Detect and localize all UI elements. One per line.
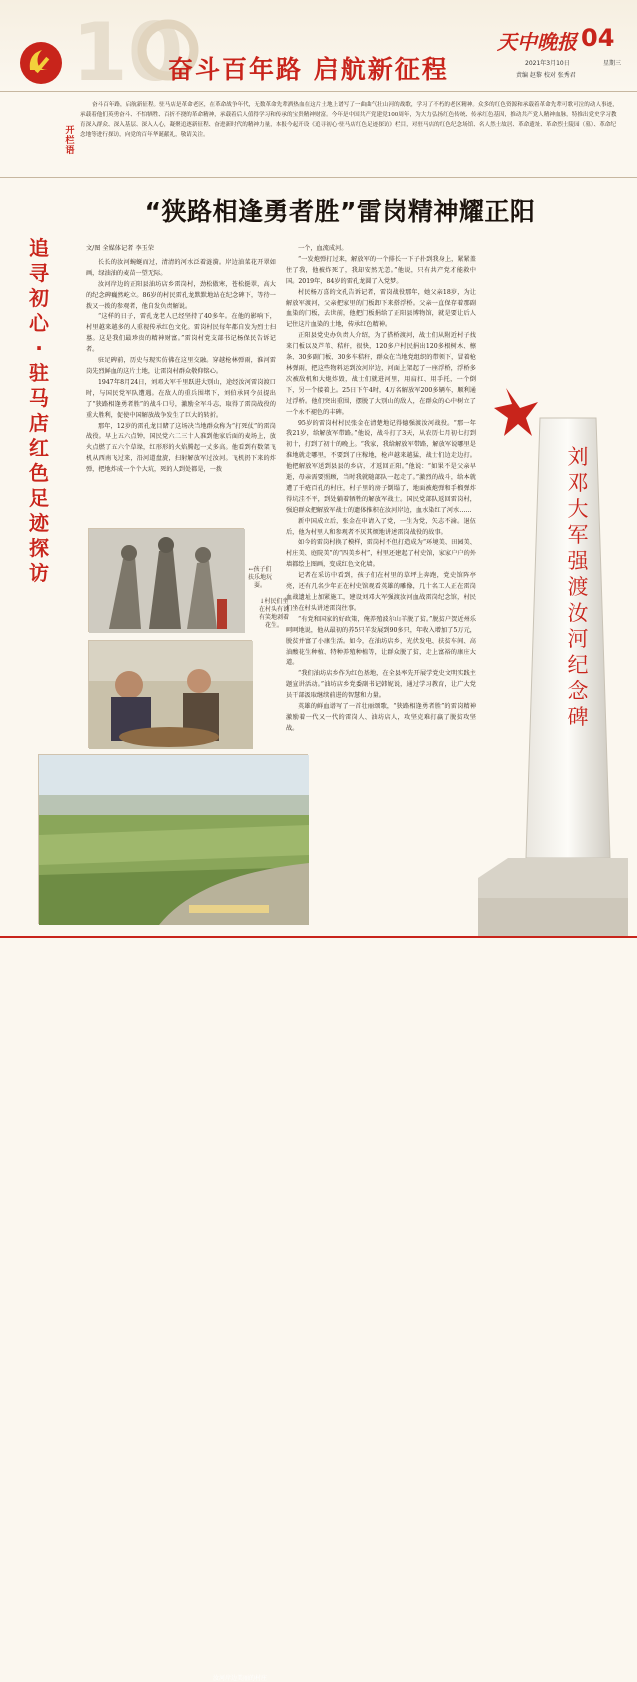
- paragraph: 记者在采访中看到，孩子们在村里的草坪上奔跑，党史馆阵亭亮，还有几名少年正在村史馆观看英雄的雕像，几十名工人正在雷岗血战遗址上加紧施工，建设刘邓大军强渡汝河血战雷岗纪念馆，村民们坐在村头讲述雷岗往事。: [286, 572, 476, 612]
- intro-text: 奋斗百年路，启航新征程。驻马店是革命老区，在革命战争年代，无数革命先辈洒热血在这片土地上谱写了一曲曲气壮山河的战歌，学习了不朽的老区精神。众多的红色资源和承载着革命先辈可歌可泣的动人事迹，承载着他们英勇奋斗、不怕牺牲、百折不挠的革命精神，承载着后人值得学习和传承的宝贵精神财富。今年是中国共产党建党100周年，为大力弘扬红色传统、传承红色基因，推动共产党人精神血脉，特推出党史学习教育深入群众、深入基层、深入人心，凝聚追逐新征程、奋进新时代的精神力量，本报今起开设《追寻初心·驻马店红色足迹探访》栏目，对驻马店的红色纪念场馆、名人然士故居、革命遗址、革命烈士陵园（墓）、革命纪念地等进行探访，向党的百年华诞献礼，敬请关注。: [80, 102, 618, 138]
- page-number: 04: [581, 24, 615, 52]
- svg-text:10: 10: [72, 6, 184, 99]
- paragraph: “有党和国家的好政策，俺养殖波尔山羊脱了贫。”脱贫户贺近州乐呵呵地说，他从最初的养5只羊发展到90多只，年收入增加了5万元，脱贫并富了小康生活。如今，在油坊店乡，光伏发电、扶贫车间、高油酸花生种植、特种养殖种植等，让群众脱了贫，走上富裕的康庄大道。: [286, 615, 476, 667]
- paragraph: 村民杨万喜的文孔告诉记者，雷岗战役那年，她父亲18岁，为让解放军渡河，父亲把家里的门板卸下来搭浮桥。父亲一直保存着那副血染的门板，去世前，他把门板捐给了正阳县博物馆，就是要让后人记住这片血染的土地，传承红色精神。: [286, 288, 476, 329]
- paragraph: 正阳县党史办负责人介绍，为了搭桥渡河，战士们从附近村子找来门板以及芦苇、秸秆，很快，120多户村民捐出120多根树木、檩条、30多副门板、30多车秸秆，群众在当地党组织的带领下，冒着枪林弹雨，把这些物料运到汝河岸边，河面上架起了一座浮桥，浮桥多次被敌机和大炮炸毁，战士们就进河里，用肩扛、用手托，一个倒下，另一个接着上。25日下午4时，4万名解放军200多辆车，顺利通过浮桥。他们突出重围，摆脱了大别山的敌人，在群众的心中树立了一个永不褪色的丰碑。: [286, 332, 476, 416]
- paragraph: “我们油坊店乡作为红色基地，在全县率先开展学党史文明实践主题宣讲活动。”油坊店乡党委副书记韩妮说，通过学习教育，让广大党员干部汲取继续前进的智慧和力量。: [286, 670, 476, 700]
- column-series-title: 追寻初心·驻马店红色足迹探访: [29, 236, 49, 585]
- issue-date: 2021年3月10日: [525, 60, 570, 67]
- caption-village: 汝河岸边美丽的村庄: [213, 1675, 268, 1682]
- paragraph: 一个，血流成河。: [298, 245, 348, 252]
- paragraph: 英雄的鲜血谱写了一首壮丽颂歌，“狭路相逢勇者胜”的雷岗精神激励着一代又一代的雷岗人、油坊店人，攻坚克难打赢了脱贫攻坚战。: [286, 703, 476, 732]
- paragraph: “这样的日子，雷孔龙老人已经坚持了40多年。在他的影响下，村里越来越多的人重视传承红色文化。雷岗村民每年都自发为烈士扫墓。这是我们最珍贵的精神财富。”雷岗村党支部书记杨保民告诉记者。: [86, 313, 276, 354]
- paragraph: 1947年8月24日，刘邓大军千里跃进大别山，途经汝河雷岗渡口时，与国民党军队遭遇。在敌人的重兵围堵下，刘伯承同令员提出了“狭路相逢勇者胜”的战斗口号，激励全军斗志，取得了雷岗战役的重大胜利，促使中国解放战争发生了巨大的转折。: [86, 378, 276, 419]
- footer-rule: [0, 936, 637, 938]
- byline: 文/图 全媒体记者 李玉荣: [86, 245, 154, 252]
- monument-inscription: 刘邓大军强渡汝河纪念碑: [567, 445, 589, 729]
- issue-weekday: 星期三: [603, 60, 622, 67]
- article-column-1: [86, 244, 276, 476]
- paragraph: 驻足碑前，历史与现实仿佛在这里交融。穿越枪林弹雨，淮河雷岗先烈鲜血的这片土地，让雷岗村群众敬仰铭心。: [86, 357, 276, 375]
- paragraph: 那年，12岁的雷孔龙目睹了这场决当地群众称为“打死仗”的雷岗战役。早上五六点钟，国民党六二三十人准到他家后面的麦场上，放火点燃了五六个草垛，红形形的火焰腾起一丈多高。他看到有数架飞机从西南飞过来，沿河道盘旋，扫射解放军过汝河。飞机扔下来的炸弹，把地炸成一个个大坑，死的人到处都是，一拨: [86, 422, 276, 474]
- column-intro: [0, 96, 637, 178]
- page-slogan: 奋斗百年路 启航新征程: [168, 55, 449, 84]
- paragraph: 新中国成立后，张金在申请入了党，一生为党，矢志不渝。退伍后，他为村里人和参观者不厌其烦地讲述雷岗战役的故事。: [286, 517, 476, 536]
- newspaper-brand: 天中晚报: [497, 30, 577, 54]
- paragraph: 长长的汝河蜿蜒而过，清清的河水泛着涟漪。岸边油菜花开翠如画，绿油油的麦苗一望无际。: [86, 258, 276, 277]
- photo-villagers-peanuts: [88, 640, 252, 748]
- paragraph: 如今的雷岗村换了模样，雷岗村不但打造成为“环境美、田园美、村庄美、庭院美”的“四美乡村”，村里还建起了村史馆，家家户户的外墙都绘上图画，变成红色文化墙。: [286, 539, 476, 569]
- paragraph: “一发炮弹打过来，解放军的一个排长一下子扑到我身上，紧紧盖住了我，他被炸死了，我却安然无恙。”他说，只有共产党才能救中国。2019年，84岁的雷孔龙圆了入党梦。: [286, 255, 476, 285]
- caption-villagers: ↓村民们坐在村头有说有笑地剥着花生。: [258, 598, 289, 629]
- article-headline: “狭路相逢勇者胜”雷岗精神耀正阳: [144, 197, 536, 226]
- masthead: [0, 0, 637, 99]
- editor-credits: 责编 赵黎 校对 张秀君: [516, 72, 576, 79]
- paragraph: 95岁的雷岗村村民张金在清楚地记得德强渡汝河战役。“那一年我21岁，给解放军带路。”他说，战斗打了3天，从农历七月初七打到初十，打到了初十的晚上。“我家，我给解放军带路，解放军说哪里是淮地就走哪里，不要到了庄稼地，枪声越来越猛，战士们边走边打。他把解放军送到县县的乡店，才返回正阳。”他说：“如果不是父亲早逝，母亲需要照顾，当时我就随部队一起走了。”激烈的战斗，给本就遭了千疮百孔的村庄，村子里的房子倒塌了，地面被炮弹和手榴弹炸得坑洼不平，到处躺着牺牲的解放军战士。国民党部队返回雷岗村，强迫群众把解放军战士的遗体推积在汝河岸边，血水染红了河水……: [286, 419, 476, 514]
- party-emblem-icon: [18, 40, 64, 86]
- photo-statue-children: [88, 528, 244, 632]
- caption-statue: ←孩子们扶乐地玩耍。: [247, 566, 272, 589]
- article-column-2: [286, 244, 476, 735]
- photo-riverside-village: [38, 754, 308, 1682]
- monument-illustration: [478, 378, 628, 938]
- intro-label: 开栏语: [65, 126, 75, 156]
- paragraph: 汝河岸边的正阳县油坊店乡雷岗村，劲松傲寒，苍松挺翠，高大的纪念碑巍然屹立。86岁的村民雷孔龙默默地站在纪念碑下，等待一拨又一拨的参观者，他自发负责解说。: [86, 280, 276, 310]
